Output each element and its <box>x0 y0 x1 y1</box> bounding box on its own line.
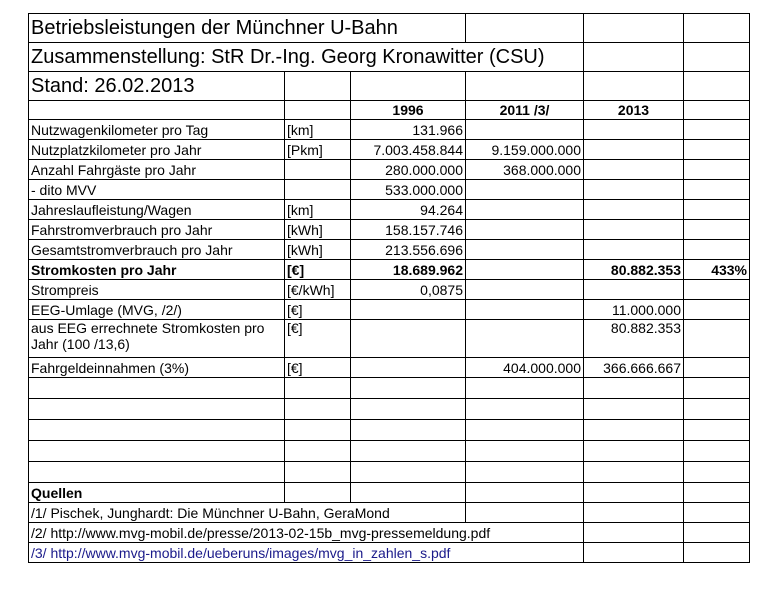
table-row <box>29 200 750 220</box>
row-label: Fahrstromverbrauch pro Jahr <box>29 220 285 240</box>
value-2013: 366.666.667 <box>584 358 684 378</box>
table-row <box>29 358 750 378</box>
value-2013 <box>584 280 684 300</box>
value-2011 <box>466 300 584 320</box>
value-extra <box>684 140 750 160</box>
value-1996: 213.556.696 <box>351 240 466 260</box>
value-extra <box>684 358 750 378</box>
row-label: Strompreis <box>29 280 285 300</box>
value-1996: 533.000.000 <box>351 180 466 200</box>
value-2013: 80.882.353 <box>584 320 684 358</box>
value-2011 <box>466 200 584 220</box>
row-label: Nutzplatzkilometer pro Jahr <box>29 140 285 160</box>
value-2013 <box>584 140 684 160</box>
table-row <box>29 320 750 358</box>
empty-row <box>29 420 750 441</box>
row-unit: [Pkm] <box>285 140 351 160</box>
source-row <box>29 543 750 563</box>
row-label: Anzahl Fahrgäste pro Jahr <box>29 160 285 180</box>
value-2011 <box>466 120 584 140</box>
value-1996 <box>351 358 466 378</box>
value-2011: 368.000.000 <box>466 160 584 180</box>
value-2011 <box>466 280 584 300</box>
value-2013 <box>584 180 684 200</box>
row-unit: [€/kWh] <box>285 280 351 300</box>
value-extra <box>684 180 750 200</box>
row-unit: [€] <box>285 300 351 320</box>
value-1996: 280.000.000 <box>351 160 466 180</box>
value-1996 <box>351 320 466 358</box>
value-extra <box>684 160 750 180</box>
stand-date: Stand: 26.02.2013 <box>29 72 285 101</box>
row-unit: [kWh] <box>285 220 351 240</box>
table-row <box>29 140 750 160</box>
row-label: EEG-Umlage (MVG, /2/) <box>29 300 285 320</box>
value-2011 <box>466 320 584 358</box>
table-row <box>29 220 750 240</box>
empty-row <box>29 399 750 420</box>
table-title: Betriebsleistungen der Münchner U-Bahn <box>29 14 466 43</box>
row-label: - dito MVV <box>29 180 285 200</box>
col-header-2013: 2013 <box>584 101 684 120</box>
col-header-1996: 1996 <box>351 101 466 120</box>
value-2013: 80.882.353 <box>584 260 684 280</box>
value-extra <box>684 120 750 140</box>
value-1996: 94.264 <box>351 200 466 220</box>
row-unit: [km] <box>285 200 351 220</box>
value-extra <box>684 200 750 220</box>
row-unit <box>285 160 351 180</box>
value-2011 <box>466 220 584 240</box>
source-row <box>29 503 750 523</box>
value-extra <box>684 240 750 260</box>
table-row-highlight <box>29 260 750 280</box>
row-label: Jahreslaufleistung/Wagen <box>29 200 285 220</box>
value-extra <box>684 320 750 358</box>
row-unit <box>285 180 351 200</box>
value-2013 <box>584 220 684 240</box>
value-2011 <box>466 260 584 280</box>
table-row <box>29 240 750 260</box>
empty-row <box>29 378 750 399</box>
source-3-link[interactable]: /3/ http://www.mvg-mobil.de/ueberuns/images/mvg_in_zahlen_s.pdf <box>29 543 584 563</box>
data-table <box>28 13 750 563</box>
row-label: Gesamtstromverbrauch pro Jahr <box>29 240 285 260</box>
source-2-link[interactable]: /2/ http://www.mvg-mobil.de/presse/2013-02-15b_mvg-pressemeldung.pdf <box>29 523 584 543</box>
source-row <box>29 523 750 543</box>
value-1996: 18.689.962 <box>351 260 466 280</box>
row-unit: [kWh] <box>285 240 351 260</box>
row-label: Fahrgeldeinnahmen (3%) <box>29 358 285 378</box>
table-row <box>29 280 750 300</box>
value-2013 <box>584 200 684 220</box>
value-1996: 158.157.746 <box>351 220 466 240</box>
source-1: /1/ Pischek, Junghardt: Die Münchner U-Bahn, GeraMond <box>29 503 466 523</box>
table-row <box>29 300 750 320</box>
value-1996: 131.966 <box>351 120 466 140</box>
value-1996: 7.003.458.844 <box>351 140 466 160</box>
empty-row <box>29 462 750 483</box>
row-label: Stromkosten pro Jahr <box>29 260 285 280</box>
table-subtitle: Zusammenstellung: StR Dr.-Ing. Georg Kronawitter (CSU) <box>29 43 584 72</box>
value-2011 <box>466 240 584 260</box>
row-unit: [km] <box>285 120 351 140</box>
row-unit: [€] <box>285 320 351 358</box>
quellen-heading: Quellen <box>29 483 285 503</box>
col-header-2011: 2011 /3/ <box>466 101 584 120</box>
value-2011: 404.000.000 <box>466 358 584 378</box>
value-2011: 9.159.000.000 <box>466 140 584 160</box>
empty-row <box>29 441 750 462</box>
value-1996 <box>351 300 466 320</box>
row-unit: [€] <box>285 358 351 378</box>
value-extra <box>684 280 750 300</box>
value-2011 <box>466 180 584 200</box>
value-2013 <box>584 120 684 140</box>
row-label: aus EEG errechnete Stromkosten pro Jahr (100 /13,6) <box>29 320 285 358</box>
value-extra <box>684 220 750 240</box>
row-unit: [€] <box>285 260 351 280</box>
row-label: Nutzwagenkilometer pro Tag <box>29 120 285 140</box>
value-2013: 11.000.000 <box>584 300 684 320</box>
value-1996: 0,0875 <box>351 280 466 300</box>
value-extra: 433% <box>684 260 750 280</box>
value-2013 <box>584 160 684 180</box>
value-2013 <box>584 240 684 260</box>
value-extra <box>684 300 750 320</box>
table-row <box>29 160 750 180</box>
table-row <box>29 180 750 200</box>
table-row <box>29 120 750 140</box>
